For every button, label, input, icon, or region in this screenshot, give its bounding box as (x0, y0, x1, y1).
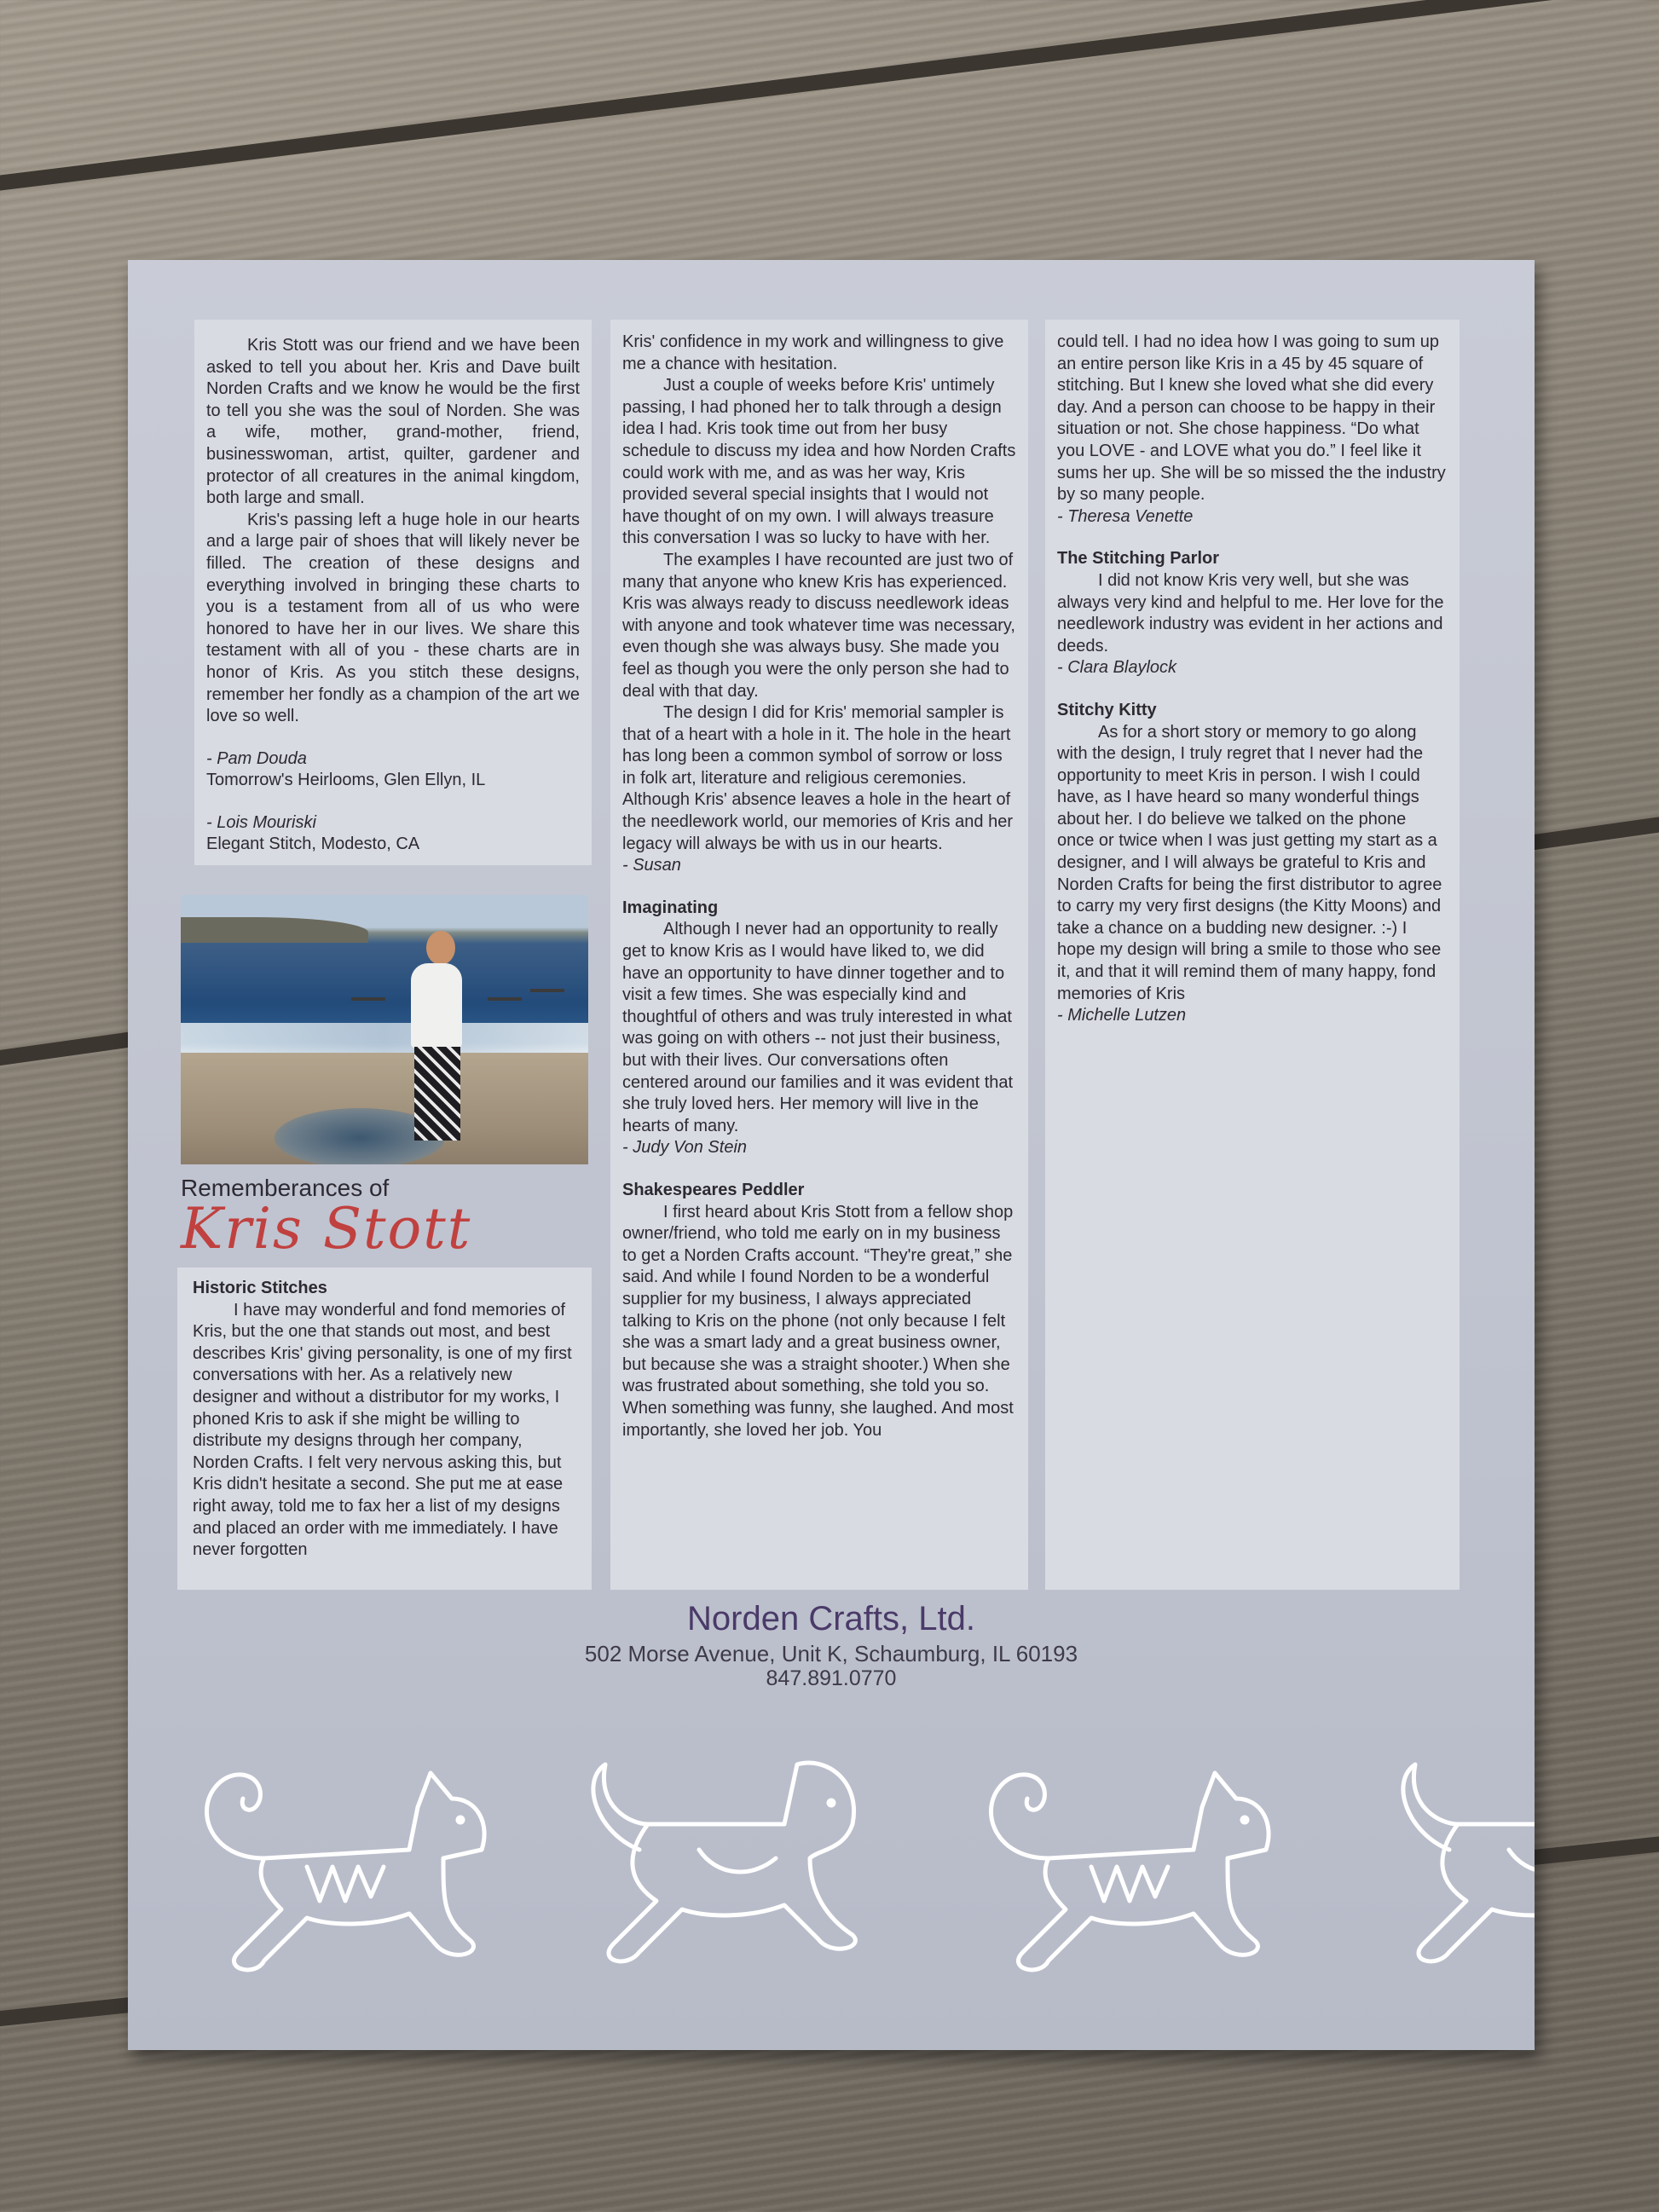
section-body: The examples I have recounted are just two of many that anyone who knew Kris has experienced. Kris was always ready to discuss needlework ideas with anyone and took whatever time was necessary, even though she was always busy. She made you feel as though you were the only person she had to deal with that day. (622, 550, 1015, 701)
section-heading: The Stitching Parlor (1057, 549, 1220, 569)
intro-panel (194, 320, 592, 865)
company-phone: 847.891.0770 (766, 1666, 897, 1690)
continued-text: could tell. I had no idea how I was going to sum up an entire person like Kris in a 45 by 45 square of stitching. But I knew she loved what she did every day. And a person can choose to be happy in their situation or not. She chose happiness. “Do what you LOVE - and LOVE what you do.” I feel like it sums her up. She will be so missed the the industry by so many people. (1057, 332, 1446, 505)
historic-stitches-panel (177, 1268, 592, 1590)
section-body: Although I never had an opportunity to really get to know Kris as I would have liked to, we did have an opportunity to have dinner together and to visit a few times. She was especially kind and thoughtful of others and was truly interested in what was going on with others -- not just their business, but with their lives. Our conversations often centered around our families and it was evident that she truly loved hers. Her memory will live in the hearts of many. (622, 920, 1014, 1135)
dog-outline-icon (162, 1730, 571, 2003)
company-address: 502 Morse Avenue, Unit K, Schaumburg, IL 60193 (584, 1641, 1078, 1666)
signature: - Clara Blaylock (1057, 658, 1177, 678)
section-body: I have may wonderful and fond memories of Kris, but the one that stands out most, and best describes Kris' giving personality, is one of my first conversations with her. As a relatively new designer and without a distributor for my works, I phoned Kris to ask if she might be willing to distribute my designs through her company, Norden Crafts. I felt very nervous asking this, but Kris didn't hesitate a second. She put me at ease right away, told me to fax her a list of my designs and placed an order with me immediately. I have never forgotten (193, 1300, 572, 1560)
newsletter-page (128, 260, 1535, 2050)
wood-plank-gap (0, 0, 1659, 211)
signature: - Judy Von Stein (622, 1138, 748, 1158)
shop-name: Tomorrow's Heirlooms, Glen Ellyn, IL (206, 771, 486, 790)
signature: - Theresa Venette (1057, 506, 1194, 526)
dog-border-illustration (128, 1730, 1535, 2020)
dog-outline-icon (529, 1730, 938, 2003)
signature: - Susan (622, 856, 681, 875)
middle-column-panel (610, 320, 1028, 1590)
signature: - Michelle Lutzen (1057, 1006, 1187, 1025)
intro-paragraph: Kris Stott was our friend and we have been asked to tell you about her. Kris and Dave built Norden Crafts and we know he would be the first to tell you she was the soul of Norden. She was a wife, mother, grand-mother, friend, businesswoman, artist, quilter, gardener and protector of all creatures in the animal kingdom, both large and small. (206, 336, 580, 508)
kris-stott-title: Kris Stott (181, 1196, 472, 1262)
shop-name: Elegant Stitch, Modesto, CA (206, 835, 420, 854)
section-body: The design I did for Kris' memorial sampler is that of a heart with a hole in it. The hole in the heart has long been a common symbol of sorrow or loss in folk art, literature and religious ceremonies. Although Kris' absence leaves a hole in the heart of the needlework world, our memories of Kris and her legacy will always be with us in our hearts. (622, 703, 1013, 853)
continued-text: Kris' confidence in my work and willingness to give me a chance with hesitation. (622, 332, 1004, 373)
signature: - Pam Douda (206, 748, 307, 768)
intro-paragraph: Kris's passing left a huge hole in our hearts and a large pair of shoes that will likely never be filled. The creation of these designs and everything involved in bringing these charts to you is a testament from all of us who were honored to have her in our lives. We share this testament with all of you - these charts are in honor of Kris. As you stitch these designs, remember her fondly as a champion of the art we love so well. (206, 510, 580, 726)
dog-outline-icon (1338, 1730, 1535, 2003)
section-heading: Imaginating (622, 898, 719, 917)
section-heading: Historic Stitches (193, 1279, 327, 1297)
rememberances-label: Rememberances of (181, 1175, 390, 1201)
section-body: I first heard about Kris Stott from a fellow shop owner/friend, who told me early on in my business to get a Norden Crafts account. “They're great,” she said. And while I found Norden to be a wonderful supplier for my business, I always appreciated talking to Kris on the phone (not only because I felt she was a smart lady and a great business owner, but because she was a straight shooter.) When she was frustrated about something, she told you so. When something was funny, she laughed. And most importantly, she loved her job. You (622, 1202, 1014, 1440)
company-name: Norden Crafts, Ltd. (687, 1600, 975, 1637)
section-heading: Shakespeares Peddler (622, 1180, 805, 1199)
kris-stott-photo (181, 895, 588, 1164)
signature: - Lois Mouriski (206, 812, 316, 832)
dog-outline-icon (946, 1730, 1356, 2003)
section-body: As for a short story or memory to go along with the design, I truly regret that I never had the opportunity to meet Kris in person. I wish I could have, as I have heard so many wonderful things about her. I do believe we talked on the phone once or twice when I was just getting my start as a designer, and I will always be grateful to Kris and Norden Crafts for being the first distributor to agree to carry my very first designs (the Kitty Moons) and take a chance on a budding new designer. :-) I hope my design will bring a smile to those who see it, and that it will remind them of many happy, fond memories of Kris (1057, 722, 1442, 1003)
section-body: I did not know Kris very well, but she was always very kind and helpful to me. Her love for the needlework industry was evident in her actions and deeds. (1057, 570, 1444, 656)
section-heading: Stitchy Kitty (1057, 700, 1157, 719)
section-body: Just a couple of weeks before Kris' untimely passing, I had phoned her to talk through a design idea I had. Kris took time out from her busy schedule to discuss my idea and how Norden Crafts could work with me, and as was her way, Kris provided several special insights that I would not have thought of on my own. I will always treasure this conversation I was so lucky to have with her. (622, 376, 1016, 548)
right-column-panel (1045, 320, 1460, 1590)
